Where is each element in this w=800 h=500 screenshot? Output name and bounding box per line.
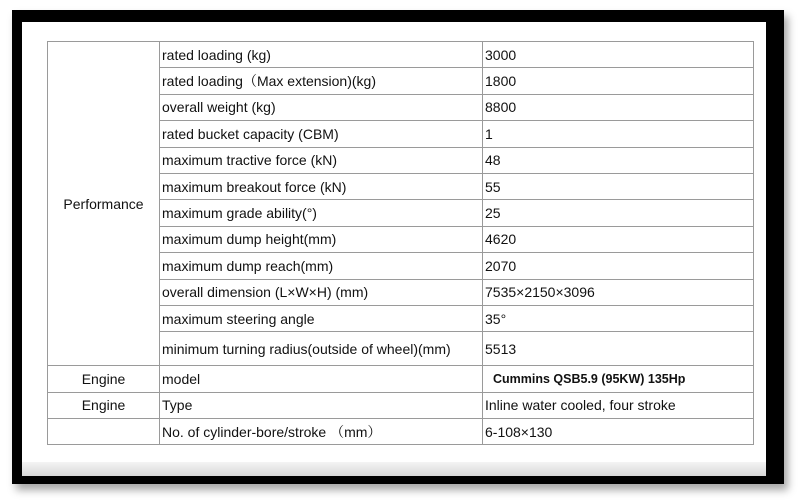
spec-label: rated bucket capacity (CBM) <box>160 121 483 147</box>
spec-label: maximum dump reach(mm) <box>160 253 483 279</box>
frame-reflection <box>22 462 766 476</box>
spec-value: 2070 <box>483 253 754 279</box>
spec-label: maximum grade ability(°) <box>160 200 483 226</box>
spec-label: rated loading (kg) <box>160 42 483 68</box>
spec-label: No. of cylinder-bore/stroke （mm） <box>160 419 483 445</box>
spec-value: 8800 <box>483 94 754 120</box>
spec-label: Type <box>160 392 483 418</box>
spec-value: 4620 <box>483 226 754 252</box>
spec-label: model <box>160 366 483 392</box>
spec-value: 1 <box>483 121 754 147</box>
spec-value: 35° <box>483 305 754 331</box>
spec-value: 5513 <box>483 332 754 366</box>
spec-label: maximum steering angle <box>160 305 483 331</box>
spec-label: overall dimension (L×W×H) (mm) <box>160 279 483 305</box>
table-row <box>48 392 754 418</box>
category-performance: Performance <box>48 42 160 366</box>
spec-value: Inline water cooled, four stroke <box>483 392 754 418</box>
spec-value: 48 <box>483 147 754 173</box>
spec-label: minimum turning radius(outside of wheel)(mm) <box>160 332 483 366</box>
spec-value: Cummins QSB5.9 (95KW) 135Hp <box>483 366 754 392</box>
spec-value: 7535×2150×3096 <box>483 279 754 305</box>
spec-label: overall weight (kg) <box>160 94 483 120</box>
spec-value: 55 <box>483 173 754 199</box>
spec-label: maximum dump height(mm) <box>160 226 483 252</box>
table-row <box>48 42 754 68</box>
table-row <box>48 366 754 392</box>
spec-value: 1800 <box>483 68 754 94</box>
spec-label: maximum tractive force (kN) <box>160 147 483 173</box>
spec-value: 25 <box>483 200 754 226</box>
spec-value: 3000 <box>483 42 754 68</box>
category-engine-blank <box>48 419 160 445</box>
table-row <box>48 419 754 445</box>
spec-label: maximum breakout force (kN) <box>160 173 483 199</box>
spec-table <box>47 41 754 445</box>
category-engine: Engine <box>48 366 160 392</box>
spec-label: rated loading（Max extension)(kg) <box>160 68 483 94</box>
spec-value: 6-108×130 <box>483 419 754 445</box>
category-engine: Engine <box>48 392 160 418</box>
